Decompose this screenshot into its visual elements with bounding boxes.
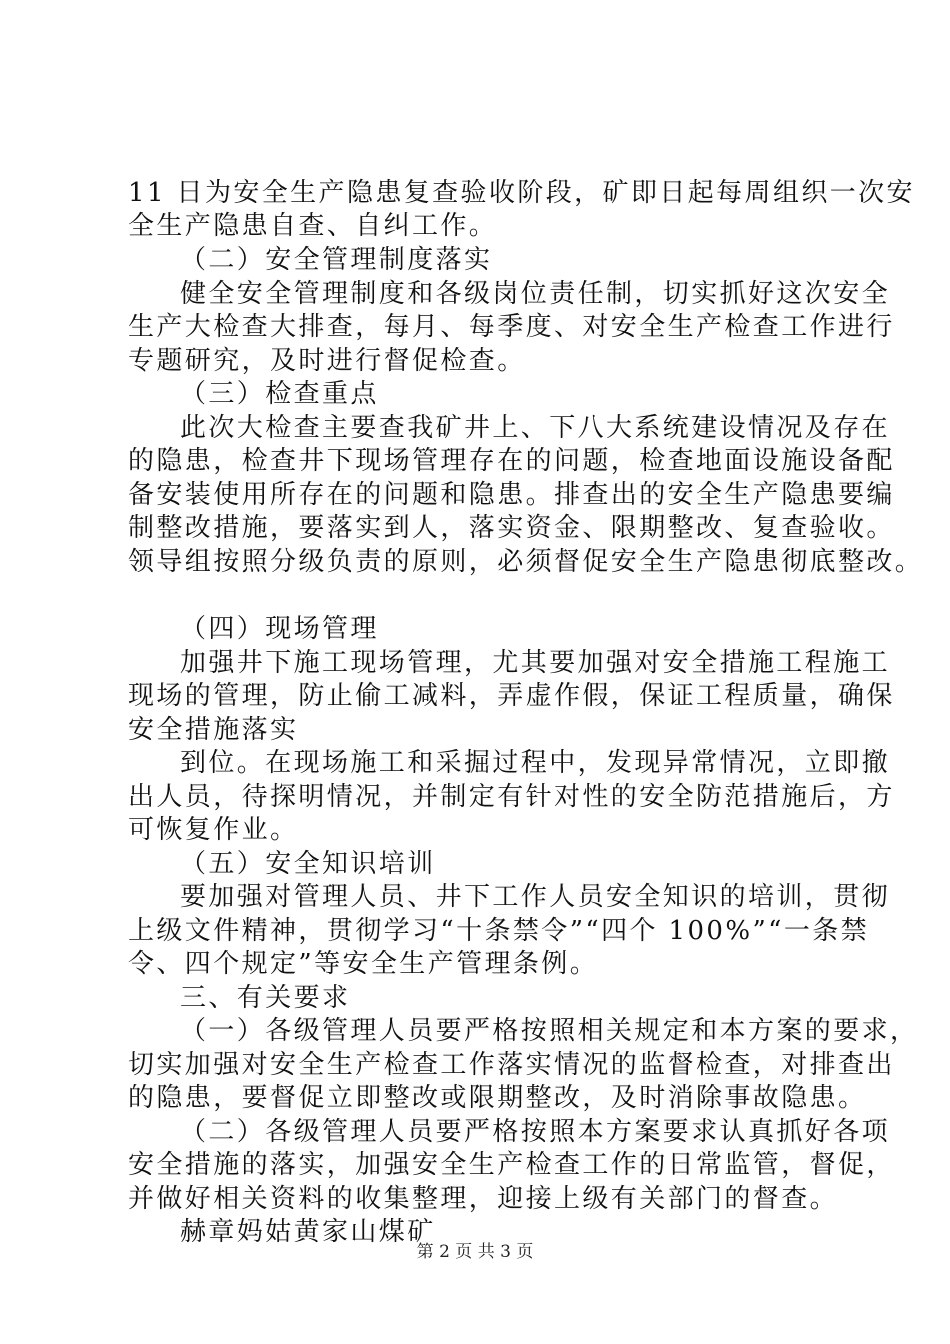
text-line-29: 安全措施的落实，加强安全生产检查工作的日常监管，督促， bbox=[128, 1150, 895, 1180]
text-line-26: 切实加强对安全生产检查工作落实情况的监督检查，对排查出 bbox=[128, 1050, 895, 1080]
section-heading-requirements: 三、有关要求 bbox=[180, 983, 351, 1013]
page-footer: 第 2 页 共 3 页 bbox=[416, 1242, 534, 1262]
text-line-2: 全生产隐患自查、自纠工作。 bbox=[128, 211, 498, 241]
text-line-30: 并做好相关资料的收集整理，迎接上级有关部门的督查。 bbox=[128, 1184, 839, 1214]
text-line-21: 要加强对管理人员、井下工作人员安全知识的培训，贯彻 bbox=[180, 882, 891, 912]
text-line-22: 上级文件精神，贯彻学习“十条禁令”“四个 100%”“一条禁 bbox=[128, 916, 870, 946]
text-line-18: 出人员，待探明情况，并制定有针对性的安全防范措施后，方 bbox=[128, 782, 895, 812]
text-line-27: 的隐患，要督促立即整改或限期整改，及时消除事故隐患。 bbox=[128, 1083, 867, 1113]
text-line-8: 此次大检查主要查我矿井上、下八大系统建设情况及存在 bbox=[180, 413, 891, 443]
section-heading-2: （二）安全管理制度落实 bbox=[180, 245, 493, 275]
text-line-12: 领导组按照分级负责的原则，必须督促安全生产隐患彻底整改。 bbox=[128, 547, 924, 577]
text-line-11: 制整改措施，要落实到人，落实资金、限期整改、复查验收。 bbox=[128, 513, 895, 543]
text-line-14: 加强井下施工现场管理，尤其要加强对安全措施工程施工 bbox=[180, 648, 891, 678]
text-line-10: 备安装使用所存在的问题和隐患。排查出的安全生产隐患要编 bbox=[128, 480, 895, 510]
text-line-19: 可恢复作业。 bbox=[128, 815, 299, 845]
text-line-16: 安全措施落实 bbox=[128, 715, 299, 745]
text-line-25: （一）各级管理人员要严格按照相关规定和本方案的要求， bbox=[180, 1016, 919, 1046]
text-line-15: 现场的管理，防止偷工减料，弄虚作假，保证工程质量，确保 bbox=[128, 681, 895, 711]
text-line-28: （二）各级管理人员要严格按照本方案要求认真抓好各项 bbox=[180, 1117, 891, 1147]
section-heading-3: （三）检查重点 bbox=[180, 379, 379, 409]
section-heading-5: （五）安全知识培训 bbox=[180, 849, 436, 879]
text-line-6: 专题研究，及时进行督促检查。 bbox=[128, 346, 526, 376]
text-line-5: 生产大检查大排查，每月、每季度、对安全生产检查工作进行 bbox=[128, 312, 895, 342]
text-line-17: 到位。在现场施工和采掘过程中，发现异常情况，立即撤 bbox=[180, 748, 891, 778]
signature-line: 赫章妈姑黄家山煤矿 bbox=[180, 1217, 436, 1247]
text-line-9: 的隐患，检查井下现场管理存在的问题，检查地面设施设备配 bbox=[128, 446, 895, 476]
text-line-4: 健全安全管理制度和各级岗位责任制，切实抓好这次安全 bbox=[180, 279, 891, 309]
section-heading-4: （四）现场管理 bbox=[180, 614, 379, 644]
text-line-1: 11 日为安全生产隐患复查验收阶段，矿即日起每周组织一次安 bbox=[128, 178, 915, 208]
text-line-23: 令、四个规定”等安全生产管理条例。 bbox=[128, 949, 599, 979]
